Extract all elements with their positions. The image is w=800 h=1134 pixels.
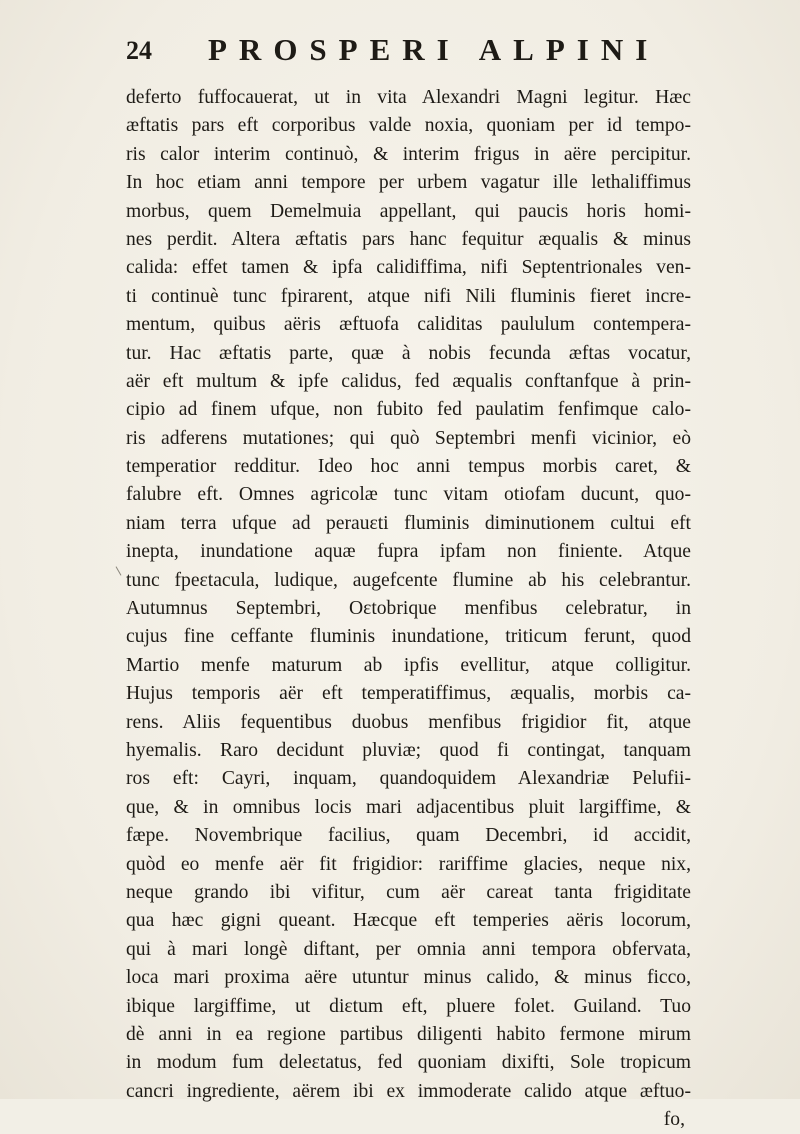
text-line: mentum, quibus aëris æftuofa caliditas paululum contempera- — [126, 314, 691, 336]
text-line: hyemalis. Raro decidunt pluviæ; quod fi contingat, tanquam — [126, 739, 691, 761]
text-line: ti continuè tunc fpirarent, atque nifi Nili fluminis fieret incre- — [126, 285, 691, 307]
text-line: deferto fuffocauerat, ut in vita Alexandri Magni legitur. Hæc — [126, 87, 691, 108]
text-line: qui à mari longè diftant, per omnia anni tempora obfervata, — [126, 938, 691, 960]
text-line: tur. Hac æftatis parte, quæ à nobis fecunda æftas vocatur, — [126, 342, 691, 364]
text-line: dè anni in ea regione partibus diligenti habito fermone mirum — [126, 1023, 691, 1045]
text-line: æftatis pars eft corporibus valde noxia, quoniam per id tempo- — [126, 115, 691, 137]
text-line: calida: effet tamen & ipfa calidiffima, nifi Septentrionales ven- — [126, 257, 691, 279]
text-line: quòd eo menfe aër fit frigidior: rariffime glacies, neque nix, — [126, 853, 691, 875]
text-line: temperatior redditur. Ideo hoc anni tempus morbis caret, & — [126, 456, 691, 478]
text-line: aër eft multum & ipfe calidus, fed æqualis conftanfque à prin- — [126, 370, 691, 392]
text-line: falubre eft. Omnes agricolæ tunc vitam otiofam ducunt, quo- — [126, 484, 691, 506]
text-line: tunc fpeεtacula, ludique, augefcente flumine ab his celebrantur. — [126, 569, 691, 591]
catchword: fo, — [663, 1109, 685, 1131]
text-line: ris adferens mutationes; qui quò Septembri menfi vicinior, eò — [126, 427, 691, 449]
text-line: cancri ingrediente, aërem ibi ex immoderate calido atque æftuo- — [126, 1080, 691, 1102]
text-line: ros eft: Cayri, inquam, quandoquidem Alexandriæ Pelufii- — [126, 768, 691, 790]
text-line: cujus fine ceffante fluminis inundatione, triticum ferunt, quod — [126, 626, 691, 648]
text-line: rens. Aliis fequentibus duobus menfibus frigidior fit, atque — [126, 711, 691, 733]
text-line: Martio menfe maturum ab ipfis evellitur, atque colligitur. — [126, 654, 691, 676]
text-line: que, & in omnibus locis mari adjacentibus pluit largiffime, & — [126, 796, 691, 818]
text-line: neque grando ibi vifitur, cum aër careat tanta frigiditate — [126, 881, 691, 903]
text-line: ibique largiffime, ut diεtum eft, pluere folet. Guiland. Tuo — [126, 995, 691, 1017]
text-line: nes perdit. Altera æftatis pars hanc fequitur æqualis & minus — [126, 228, 691, 250]
text-line: loca mari proxima aëre utuntur minus calido, & minus ficco, — [126, 967, 691, 989]
margin-mark — [116, 566, 122, 575]
page-number: 24 — [126, 36, 152, 65]
text-line: cipio ad finem ufque, non fubito fed paulatim fenfimque calo- — [126, 399, 691, 421]
running-head: PROSPERI ALPINI — [208, 32, 660, 67]
text-line: Hujus temporis aër eft temperatiffimus, æqualis, morbis ca- — [126, 683, 691, 705]
body-text — [126, 84, 691, 1134]
text-line: fæpe. Novembrique facilius, quam Decembri, id accidit, — [126, 825, 691, 847]
page-header — [0, 28, 800, 78]
text-line: niam terra ufque ad perauεti fluminis diminutionem cultui eft — [126, 512, 691, 534]
text-line: qua hæc gigni queant. Hæcque eft temperies aëris locorum, — [126, 910, 691, 932]
text-line: morbus, quem Demelmuia appellant, qui paucis horis homi- — [126, 200, 691, 222]
text-line: inepta, inundatione aquæ fupra ipfam non finiente. Atque — [126, 541, 691, 563]
text-line: Autumnus Septembri, Oεtobrique menfibus celebratur, in — [126, 598, 691, 620]
text-line: in modum fum deleεtatus, fed quoniam dixifti, Sole tropicum — [126, 1052, 691, 1074]
text-line: In hoc etiam anni tempore per urbem vagatur ille lethaliffimus — [126, 172, 691, 194]
text-line: ris calor interim continuò, & interim frigus in aëre percipitur. — [126, 143, 691, 165]
